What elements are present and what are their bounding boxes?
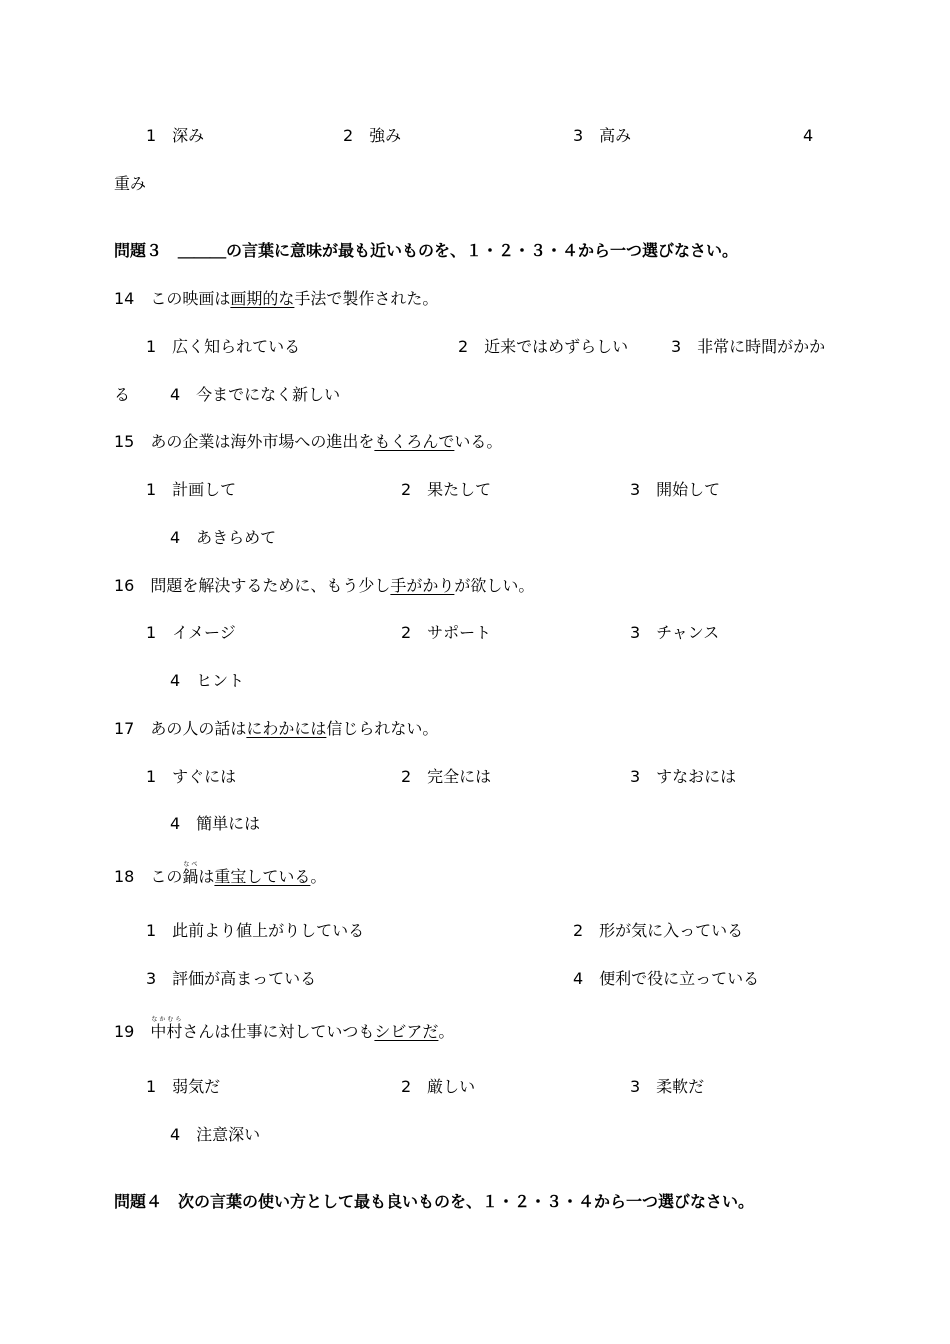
- section-3-heading: 問題３ ＿＿＿の言葉に意味が最も近いものを、１・２・３・４から一つ選びなさい。: [114, 241, 739, 260]
- prev-option-4-text: 重み: [114, 174, 147, 193]
- q19-option-1: 1 弱気だ: [146, 1077, 221, 1096]
- prev-option-4-number: 4: [803, 126, 814, 145]
- question-16-pre: 16 問題を解決するために、もう少し: [114, 576, 391, 595]
- prev-option-1: 1 深み: [146, 126, 205, 145]
- q19-option-2: 2 厳しい: [401, 1077, 476, 1096]
- q18-option-2: 2 形が気に入っている: [573, 921, 744, 940]
- q15-option-4: 4 あきらめて: [170, 528, 277, 547]
- question-15: [114, 432, 502, 452]
- question-14-target: 画期的な: [230, 289, 295, 308]
- q15-option-3: 3 開始して: [630, 480, 721, 499]
- question-14-pre: 14 この映画は: [114, 289, 231, 308]
- question-18-mid: は: [198, 867, 215, 886]
- question-15-pre: 15 あの企業は海外市場への進出を: [114, 432, 375, 451]
- question-18-target: 重宝している: [214, 867, 311, 886]
- question-15-post: いる。: [454, 432, 503, 451]
- q17-option-2: 2 完全には: [401, 767, 492, 786]
- question-17-target: にわかには: [246, 719, 327, 738]
- question-18-kanji: 鍋: [182, 867, 199, 886]
- q14-option-3: 3 非常に時間がかか: [671, 337, 826, 356]
- q15-option-2: 2 果たして: [401, 480, 492, 499]
- question-17-post: 信じられない。: [326, 719, 439, 738]
- question-18: [114, 860, 326, 894]
- prev-option-2: 2 強み: [343, 126, 402, 145]
- question-16-target: 手がかり: [390, 576, 455, 595]
- question-18-furigana: なべ: [182, 861, 199, 868]
- prev-option-3: 3 高み: [573, 126, 632, 145]
- question-15-target: もくろんで: [374, 432, 455, 451]
- question-19: [114, 1015, 454, 1049]
- question-19-ruby-word: [150, 1016, 183, 1041]
- q16-option-1: 1 イメージ: [146, 623, 236, 642]
- q18-option-4: 4 便利で役に立っている: [573, 969, 760, 988]
- question-16-post: が欲しい。: [454, 576, 535, 595]
- question-19-post: 。: [438, 1022, 455, 1041]
- q18-option-3: 3 評価が高まっている: [146, 969, 317, 988]
- q14-option-3-continued: る: [114, 385, 131, 404]
- q18-option-1: 1 此前より値上がりしている: [146, 921, 365, 940]
- q17-option-4: 4 簡単には: [170, 814, 261, 833]
- q16-option-4: 4 ヒント: [170, 671, 245, 690]
- q15-option-1: 1 計画して: [146, 480, 237, 499]
- q19-option-4: 4 注意深い: [170, 1125, 261, 1144]
- question-19-kanji: 中村: [150, 1022, 183, 1041]
- q17-option-1: 1 すぐには: [146, 767, 237, 786]
- question-17-pre: 17 あの人の話は: [114, 719, 247, 738]
- q14-option-1: 1 広く知られている: [146, 337, 301, 356]
- question-19-target: シビアだ: [374, 1022, 439, 1041]
- question-18-ruby-word: [182, 861, 199, 886]
- section-4-heading: 問題４ 次の言葉の使い方として最も良いものを、１・２・３・４から一つ選びなさい。: [114, 1192, 755, 1211]
- q16-option-2: 2 サポート: [401, 623, 492, 642]
- q19-option-3: 3 柔軟だ: [630, 1077, 705, 1096]
- question-18-post: 。: [310, 867, 327, 886]
- question-18-pre: 18 この: [114, 867, 183, 886]
- question-14-post: 手法で製作された。: [294, 289, 439, 308]
- q16-option-3: 3 チャンス: [630, 623, 720, 642]
- question-19-furigana: なかむら: [150, 1016, 183, 1023]
- question-14: [114, 289, 438, 309]
- question-19-pre: 19: [114, 1022, 151, 1041]
- question-16: [114, 576, 534, 596]
- question-19-mid: さんは仕事に対していつも: [182, 1022, 375, 1041]
- q14-option-2: 2 近来ではめずらしい: [458, 337, 629, 356]
- q14-option-4: 4 今までになく新しい: [170, 385, 341, 404]
- question-17: [114, 719, 438, 739]
- q17-option-3: 3 すなおには: [630, 767, 737, 786]
